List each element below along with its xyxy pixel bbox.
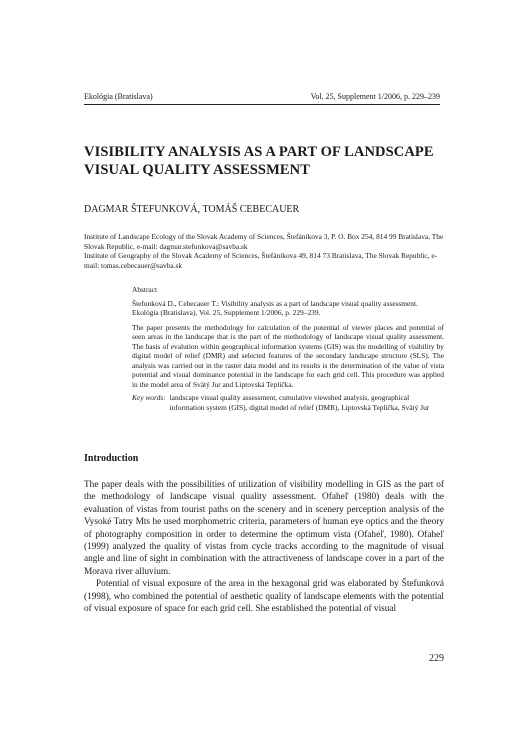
- body-text: [84, 479, 444, 615]
- keywords: [132, 393, 444, 412]
- affiliation-1: Institute of Landscape Ecology of the Slovak Academy of Sciences, Štefánikova 3, P. O. Box 254, 814 99 Bratislava, The Slovak Republic, e-mail: dagmar.stefunkova@savba.sk: [84, 232, 444, 251]
- article-title: VISIBILITY ANALYSIS AS A PART OF LANDSCAPE VISUAL QUALITY ASSESSMENT: [84, 144, 434, 178]
- page-number: 229: [429, 653, 444, 664]
- journal-name: Ekológia (Bratislava): [84, 92, 153, 101]
- keywords-text: landscape visual quality assessment, cumulative viewshed analysis, geographical information system (GIS), digital model of relief (DMR), Liptovská Teplička, Svätý Jur: [169, 393, 430, 412]
- authors: DAGMAR ŠTEFUNKOVÁ, TOMÁŠ CEBECAUER: [84, 204, 300, 215]
- abstract-heading: Abstract: [132, 285, 158, 294]
- abstract-citation: Štefunková D., Cebecauer T.: Visibility analysis as a part of landscape visual quality assessment. Ekológia (Bratislava), Vol. 25, Supplement 1/2006, p. 229–239.: [132, 298, 418, 317]
- keywords-label: Key words:: [132, 393, 166, 402]
- affiliations: [84, 232, 444, 270]
- paragraph: The paper deals with the possibilities of utilization of visibility modelling in GIS as the part of the methodology of landscape visual quality assessment. Ofaheľ (1980) deals with the evaluation of vistas from tourist paths on the scenery and in scenery perception analysis of the Vysoké Tatry Mts he used morphometric criteria, parameters of human eye optics and the theory of photography composition in order to determine the optimum vista (Ofaheľ, 1980). Ofaheľ (1999) analyzed the quality of vistas from cycle tracks according to the magnitude of visual angle and line of sight in combination with the attractiveness of landscape cover in a part of the Morava river alluvium.: [84, 480, 444, 577]
- paragraph: Potential of visual exposure of the area in the hexagonal grid was elaborated by Štefunková (1998), who combined the potential of aesthetic quality of landscape elements with the potential of visual exposure of space for each grid cell. She established the potential of visual: [84, 579, 444, 615]
- volume-info: Vol. 25, Supplement 1/2006, p. 229–239: [310, 92, 440, 101]
- section-heading-introduction: Introduction: [84, 453, 139, 464]
- running-header: [84, 92, 440, 105]
- abstract-block: [132, 285, 444, 412]
- abstract-text: The paper presents the methodology for calculation of the potential of viewer places and potential of seen areas in the landscape that is the part of the methodology of landscape visual quality assessment. The basis of evalution within geographical information systems (GIS) was the modelling of visibility by digital model of relief (DMR) and selected features of the secondary landscape structure (SLS). The analysis was carried out in the raster data model and its results is the determination of the value of vista potential and visual dominance potential in the landscape for each grid cell. This procedure was applied in the model area of Svätý Jur and Liptovská Teplička.: [132, 322, 444, 389]
- affiliation-2: Institute of Geography of the Slovak Academy of Sciences, Štefánikova 49, 814 73 Bratislava, The Slovak Republic, e-mail: tomas.cebecauer@savba.sk: [84, 251, 438, 270]
